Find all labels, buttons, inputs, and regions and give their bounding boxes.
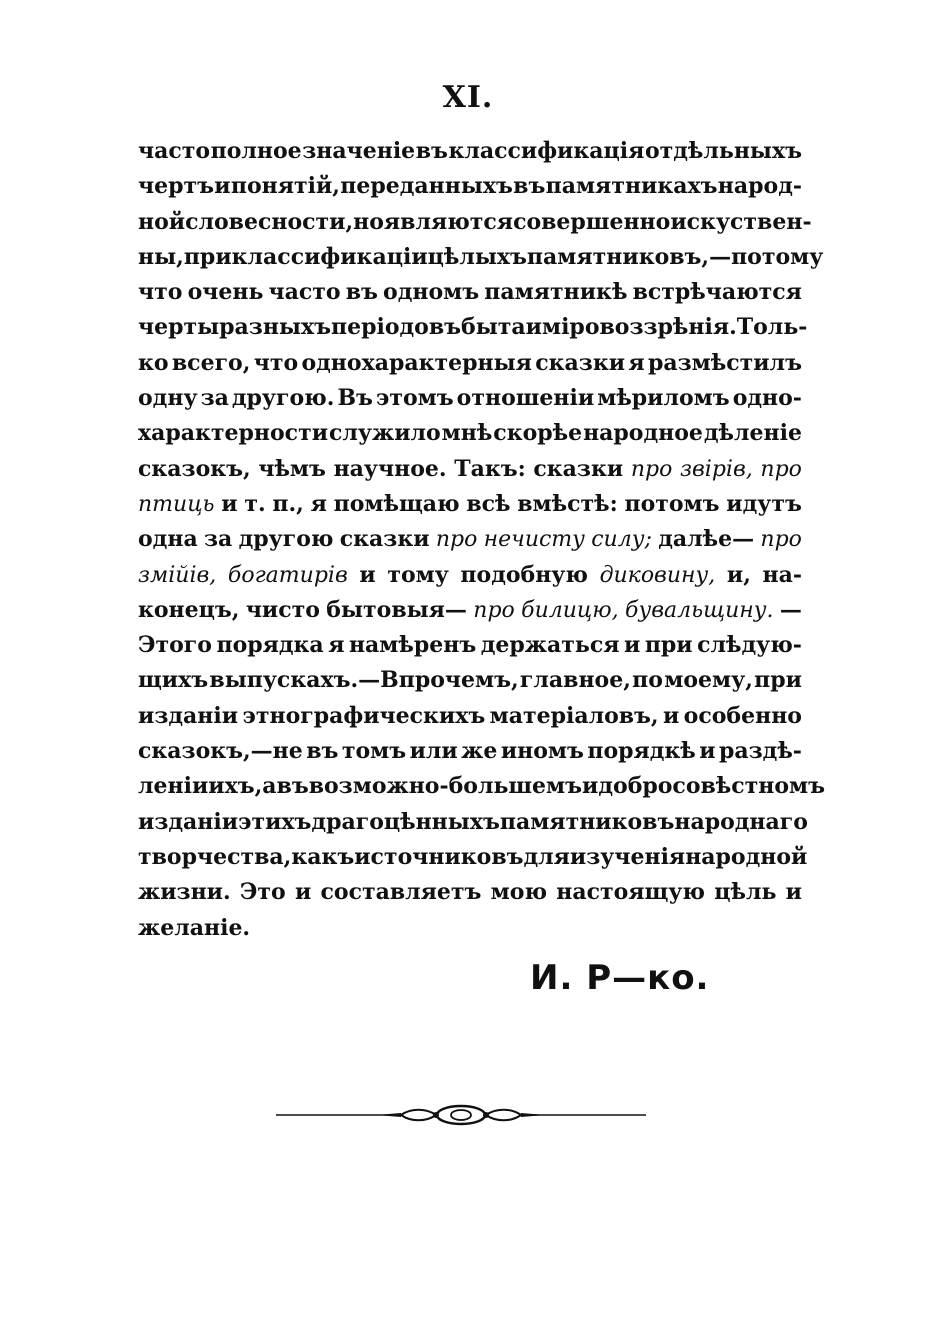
text-line (138, 699, 802, 734)
word: Такъ: (454, 455, 526, 482)
word: искуствен- (670, 208, 812, 235)
word: добросовѣстномъ (598, 773, 826, 800)
word: моему, (664, 667, 753, 694)
word: же (461, 738, 498, 765)
word: сказокъ, (138, 455, 251, 482)
word: ной (138, 208, 186, 235)
word: настоящую (556, 879, 705, 906)
word: понятій, (230, 173, 340, 200)
word: скорѣе (493, 420, 583, 447)
word: порядка (216, 632, 324, 659)
word: встрѣчаются (632, 279, 802, 306)
word: порядкѣ (587, 738, 696, 765)
word: значеніе (302, 138, 416, 164)
text-line (138, 769, 826, 804)
word: по (632, 667, 663, 694)
italic-word: птиць (138, 491, 215, 517)
word: одномъ (383, 279, 480, 306)
word: классификація (448, 138, 645, 164)
word: періодовъ (331, 314, 462, 341)
text-line (138, 558, 802, 593)
text-line (138, 734, 802, 769)
word: или (409, 738, 458, 765)
text-line (138, 805, 808, 840)
word: черты (138, 314, 220, 341)
word: памятниковъ,—потому (526, 243, 824, 270)
body-text (138, 134, 826, 946)
word: народное (583, 420, 703, 447)
text-line (138, 840, 808, 875)
word: размѣстилъ (647, 349, 802, 376)
word: міровоззрѣнія. (541, 314, 737, 341)
word: сказки (533, 455, 624, 482)
italic-word: бувальщину. (625, 597, 774, 623)
word: и (214, 173, 231, 200)
italic-word: звірів, (679, 456, 753, 482)
italic-word: силу; (591, 527, 652, 553)
word: помѣщаю (333, 490, 460, 517)
italic-word: про (473, 597, 515, 623)
word: классификаціи (231, 243, 428, 270)
word: мою (490, 879, 547, 906)
word: выпускахъ.—Впрочемъ, (209, 667, 519, 694)
word: мѣриломъ (597, 385, 730, 412)
ornament-divider-icon (276, 1100, 646, 1130)
word: другою. (231, 385, 335, 412)
word: главное, (519, 667, 631, 694)
word: а (262, 773, 277, 800)
word: Въ (337, 385, 373, 412)
word: для (523, 843, 570, 870)
word: изданіи (138, 702, 239, 729)
word: далѣе— (658, 526, 755, 553)
word: я (628, 349, 645, 376)
word: т. (244, 490, 266, 517)
word: иномъ (500, 738, 584, 765)
word: въ (345, 279, 378, 306)
word: желаніе. (138, 914, 251, 941)
word: служило (328, 420, 441, 447)
word: драгоцѣнныхъ (311, 808, 500, 835)
word: совершенно (513, 208, 671, 235)
word: изученія (569, 843, 686, 870)
italic-word: диковину, (599, 562, 716, 588)
word: другою (238, 526, 334, 553)
word: памятниковъ (499, 808, 675, 835)
word: народной (685, 843, 808, 870)
word: одну (138, 385, 198, 412)
word: отдѣльныхъ (644, 138, 802, 164)
word: цѣль (714, 879, 777, 906)
word: часто (138, 138, 211, 164)
word: томъ (341, 738, 407, 765)
word: въ (306, 738, 339, 765)
word: ихъ, (208, 773, 263, 800)
word: особенно (683, 702, 802, 729)
word: и (785, 879, 802, 906)
word: и (699, 738, 716, 765)
word: дѣленіе (703, 420, 802, 447)
text-line (138, 169, 802, 204)
word: часто (268, 279, 341, 306)
word: памятникахъ (545, 173, 718, 200)
text-line (138, 275, 802, 310)
word: но (353, 208, 384, 235)
word: и (623, 632, 641, 659)
italic-word: змійів, (138, 562, 217, 588)
text-line (138, 522, 802, 557)
word: и (582, 773, 599, 800)
word: творчества, (138, 843, 292, 870)
text-line (138, 240, 824, 275)
text-line (138, 416, 802, 451)
word: и (359, 561, 376, 588)
word: и, (726, 561, 751, 588)
word: за (200, 385, 229, 412)
word: намѣренъ (348, 632, 477, 659)
word: чертъ (138, 173, 214, 200)
word: Это (239, 879, 286, 906)
word: идутъ (726, 490, 802, 517)
word: леніи (138, 773, 209, 800)
word: народнаго (674, 808, 808, 835)
word: держаться (480, 632, 620, 659)
word: Толь- (736, 314, 808, 341)
word: что (253, 349, 299, 376)
word: чѣмъ (258, 455, 326, 482)
word: подобную (460, 561, 588, 588)
word: сказки (535, 349, 626, 376)
italic-word: билицю, (521, 597, 619, 623)
word: п., (272, 490, 304, 517)
word: я (328, 632, 345, 659)
text-line (138, 346, 802, 381)
word: и (294, 879, 312, 906)
word: сказокъ,—не (138, 738, 303, 765)
word: за (204, 526, 233, 553)
word: вмѣстѣ: (517, 490, 618, 517)
text-line (138, 911, 802, 946)
word: ны, (138, 243, 184, 270)
word: конецъ, (138, 596, 240, 623)
word: этомъ (375, 385, 454, 412)
italic-word: про (760, 527, 802, 553)
word: этихъ (238, 808, 312, 835)
word: однохарактерныя (301, 349, 532, 376)
text-line (138, 381, 802, 416)
text-line (138, 487, 802, 522)
word: чисто (245, 596, 320, 623)
word: одно- (732, 385, 802, 412)
word: полное (210, 138, 302, 164)
text-line (138, 452, 802, 487)
word: въ (276, 773, 309, 800)
word: возможно-большемъ (308, 773, 583, 800)
text-line (138, 875, 802, 910)
italic-word: про (760, 456, 802, 482)
word: бытовыя— (326, 596, 467, 623)
word: источниковъ (354, 843, 524, 870)
word: при (183, 243, 232, 270)
word: составляетъ (320, 879, 482, 906)
italic-word: про (630, 456, 673, 482)
word: мнѣ (441, 420, 493, 447)
word: и (525, 314, 542, 341)
word: въ (513, 173, 546, 200)
word: научное. (333, 455, 447, 482)
text-line (138, 205, 812, 240)
word: памятникѣ (484, 279, 628, 306)
word: сказки (339, 526, 430, 553)
word: раздѣ- (718, 738, 802, 765)
word: при (644, 632, 693, 659)
text-line (138, 663, 802, 698)
word: быта (461, 314, 526, 341)
word: характерности (138, 420, 329, 447)
text-line (138, 310, 808, 345)
word: какъ (291, 843, 355, 870)
word: очень (187, 279, 264, 306)
word: я (310, 490, 327, 517)
word: всего, (171, 349, 251, 376)
word: являются (383, 208, 514, 235)
word: въ (415, 138, 448, 164)
word: словесности, (185, 208, 354, 235)
word: слѣдую- (697, 632, 802, 659)
italic-word: нечисту (483, 527, 585, 553)
text-line (138, 134, 802, 169)
word: одна (138, 526, 198, 553)
word: переданныхъ (340, 173, 513, 200)
word: тому (387, 561, 449, 588)
word: жизни. (138, 879, 231, 906)
word: и (221, 490, 238, 517)
word: Этого (138, 632, 212, 659)
word: разныхъ (219, 314, 331, 341)
word: ко (138, 349, 169, 376)
word: на- (762, 561, 802, 588)
signature: И. Р—ко. (530, 958, 710, 998)
text-line (138, 593, 802, 628)
word: изданіи (138, 808, 239, 835)
word: всѣ (466, 490, 511, 517)
word: щихъ (138, 667, 209, 694)
page-number: XI. (442, 80, 494, 115)
word: и (662, 702, 680, 729)
word: — (779, 596, 802, 623)
word: что (138, 279, 183, 306)
word: отношеніи (456, 385, 595, 412)
word: при (754, 667, 802, 694)
italic-word: про (435, 527, 478, 553)
word: этнографическихъ (242, 702, 486, 729)
word: цѣлыхъ (427, 243, 527, 270)
word: матеріаловъ, (489, 702, 659, 729)
text-line (138, 628, 802, 663)
word: потомъ (624, 490, 720, 517)
italic-word: богатирів (227, 562, 348, 588)
word: народ- (717, 173, 802, 200)
